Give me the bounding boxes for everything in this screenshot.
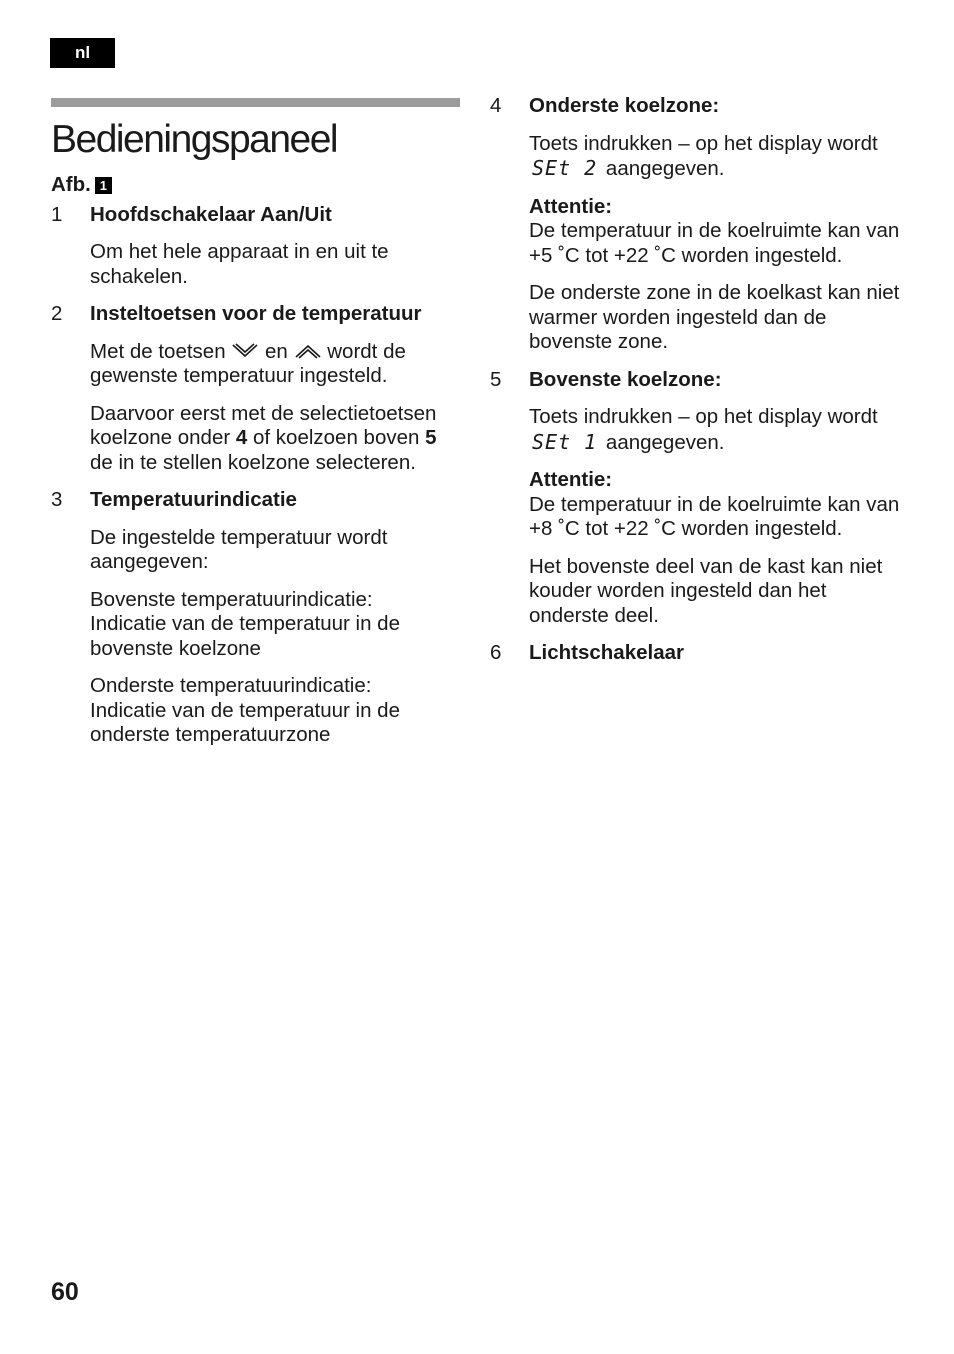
- item-title: Temperatuurindicatie: [90, 488, 297, 511]
- text: of koelzoen boven: [253, 426, 420, 449]
- ref-number: 4: [235, 426, 248, 449]
- item-number: 4: [490, 94, 502, 117]
- text: de in te stellen koelzone selecteren.: [90, 450, 416, 474]
- item-2-description: [90, 340, 461, 389]
- title-rule: [51, 98, 460, 107]
- upper-indicator-text: [90, 588, 461, 662]
- text: Onderste temperatuurindicatie:: [90, 674, 372, 697]
- page-number: 60: [51, 1278, 79, 1306]
- chevron-down-double-icon: [231, 342, 259, 360]
- item-title: Bovenste koelzone:: [529, 367, 722, 391]
- item-5-attention: [529, 468, 910, 542]
- figure-reference: [51, 173, 461, 198]
- item-3-description: De ingestelde temperatuur wordt aangegeven:: [90, 525, 388, 573]
- item-4-description: [529, 132, 910, 182]
- display-code: SEt 2: [532, 156, 598, 180]
- text: Toets indrukken – op het display wordt: [529, 405, 878, 428]
- attention-label: Attentie:: [529, 194, 613, 218]
- chevron-up-double-icon: [294, 342, 322, 360]
- text: Daarvoor eerst met de selectietoetsen koelzone onder: [90, 401, 437, 449]
- item-number: 1: [51, 202, 63, 226]
- text: Indicatie van de temperatuur in de bovenste koelzone: [90, 612, 400, 660]
- attention-text: De temperatuur in de koelruimte kan van +8 ˚C tot +22 ˚C worden ingesteld.: [529, 492, 900, 540]
- item-5-note: Het bovenste deel van de kast kan niet kouder worden ingesteld dan het onderste deel.: [529, 554, 883, 627]
- item-title: Onderste koelzone:: [529, 94, 720, 117]
- ref-number: 5: [425, 426, 437, 449]
- page-title: Bedieningspaneel: [51, 118, 338, 161]
- item-title: Hoofdschakelaar Aan/Uit: [90, 202, 332, 226]
- item-1-description: Om het hele apparaat in en uit te schakelen.: [90, 240, 389, 288]
- attention-text: De temperatuur in de koelruimte kan van +5 ˚C tot +22 ˚C worden ingesteld.: [529, 219, 900, 267]
- figure-number: 1: [95, 177, 112, 194]
- item-number: 6: [490, 641, 502, 664]
- text: Toets indrukken – op het display wordt: [529, 131, 878, 155]
- item-4-note: De onderste zone in de koelkast kan niet warmer worden ingesteld dan de bovenste zone.: [529, 281, 900, 353]
- item-title: Lichtschakelaar: [529, 641, 684, 664]
- right-column: [490, 94, 910, 666]
- display-code: SEt 1: [532, 429, 598, 454]
- left-column: [51, 173, 461, 748]
- item-5-heading: [490, 368, 910, 393]
- item-title: Insteltoetsen voor de temperatuur: [90, 302, 422, 325]
- text: Bovenste temperatuurindicatie:: [90, 587, 373, 611]
- text: Indicatie van de temperatuur in de onderste temperatuurzone: [90, 698, 400, 746]
- item-4-attention: [529, 195, 910, 269]
- text: aangegeven.: [605, 430, 725, 454]
- item-5-description: [529, 405, 910, 455]
- attention-label: Attentie:: [529, 468, 613, 491]
- lower-indicator-text: [90, 674, 461, 748]
- text: wordt de gewenste temperatuur ingesteld.: [90, 339, 406, 387]
- item-number: 2: [51, 302, 63, 325]
- item-number: 5: [490, 367, 502, 391]
- item-3-heading: [51, 488, 461, 513]
- text: en: [265, 339, 288, 363]
- language-tab: nl: [50, 38, 115, 68]
- item-1-heading: [51, 203, 461, 228]
- figure-label: Afb.: [51, 173, 91, 196]
- text: Met de toetsen: [90, 339, 226, 363]
- item-2-heading: [51, 302, 461, 327]
- text: aangegeven.: [605, 157, 725, 180]
- item-number: 3: [51, 488, 63, 511]
- item-2-note: [90, 402, 461, 476]
- item-6-heading: [490, 641, 910, 666]
- item-4-heading: [490, 94, 910, 119]
